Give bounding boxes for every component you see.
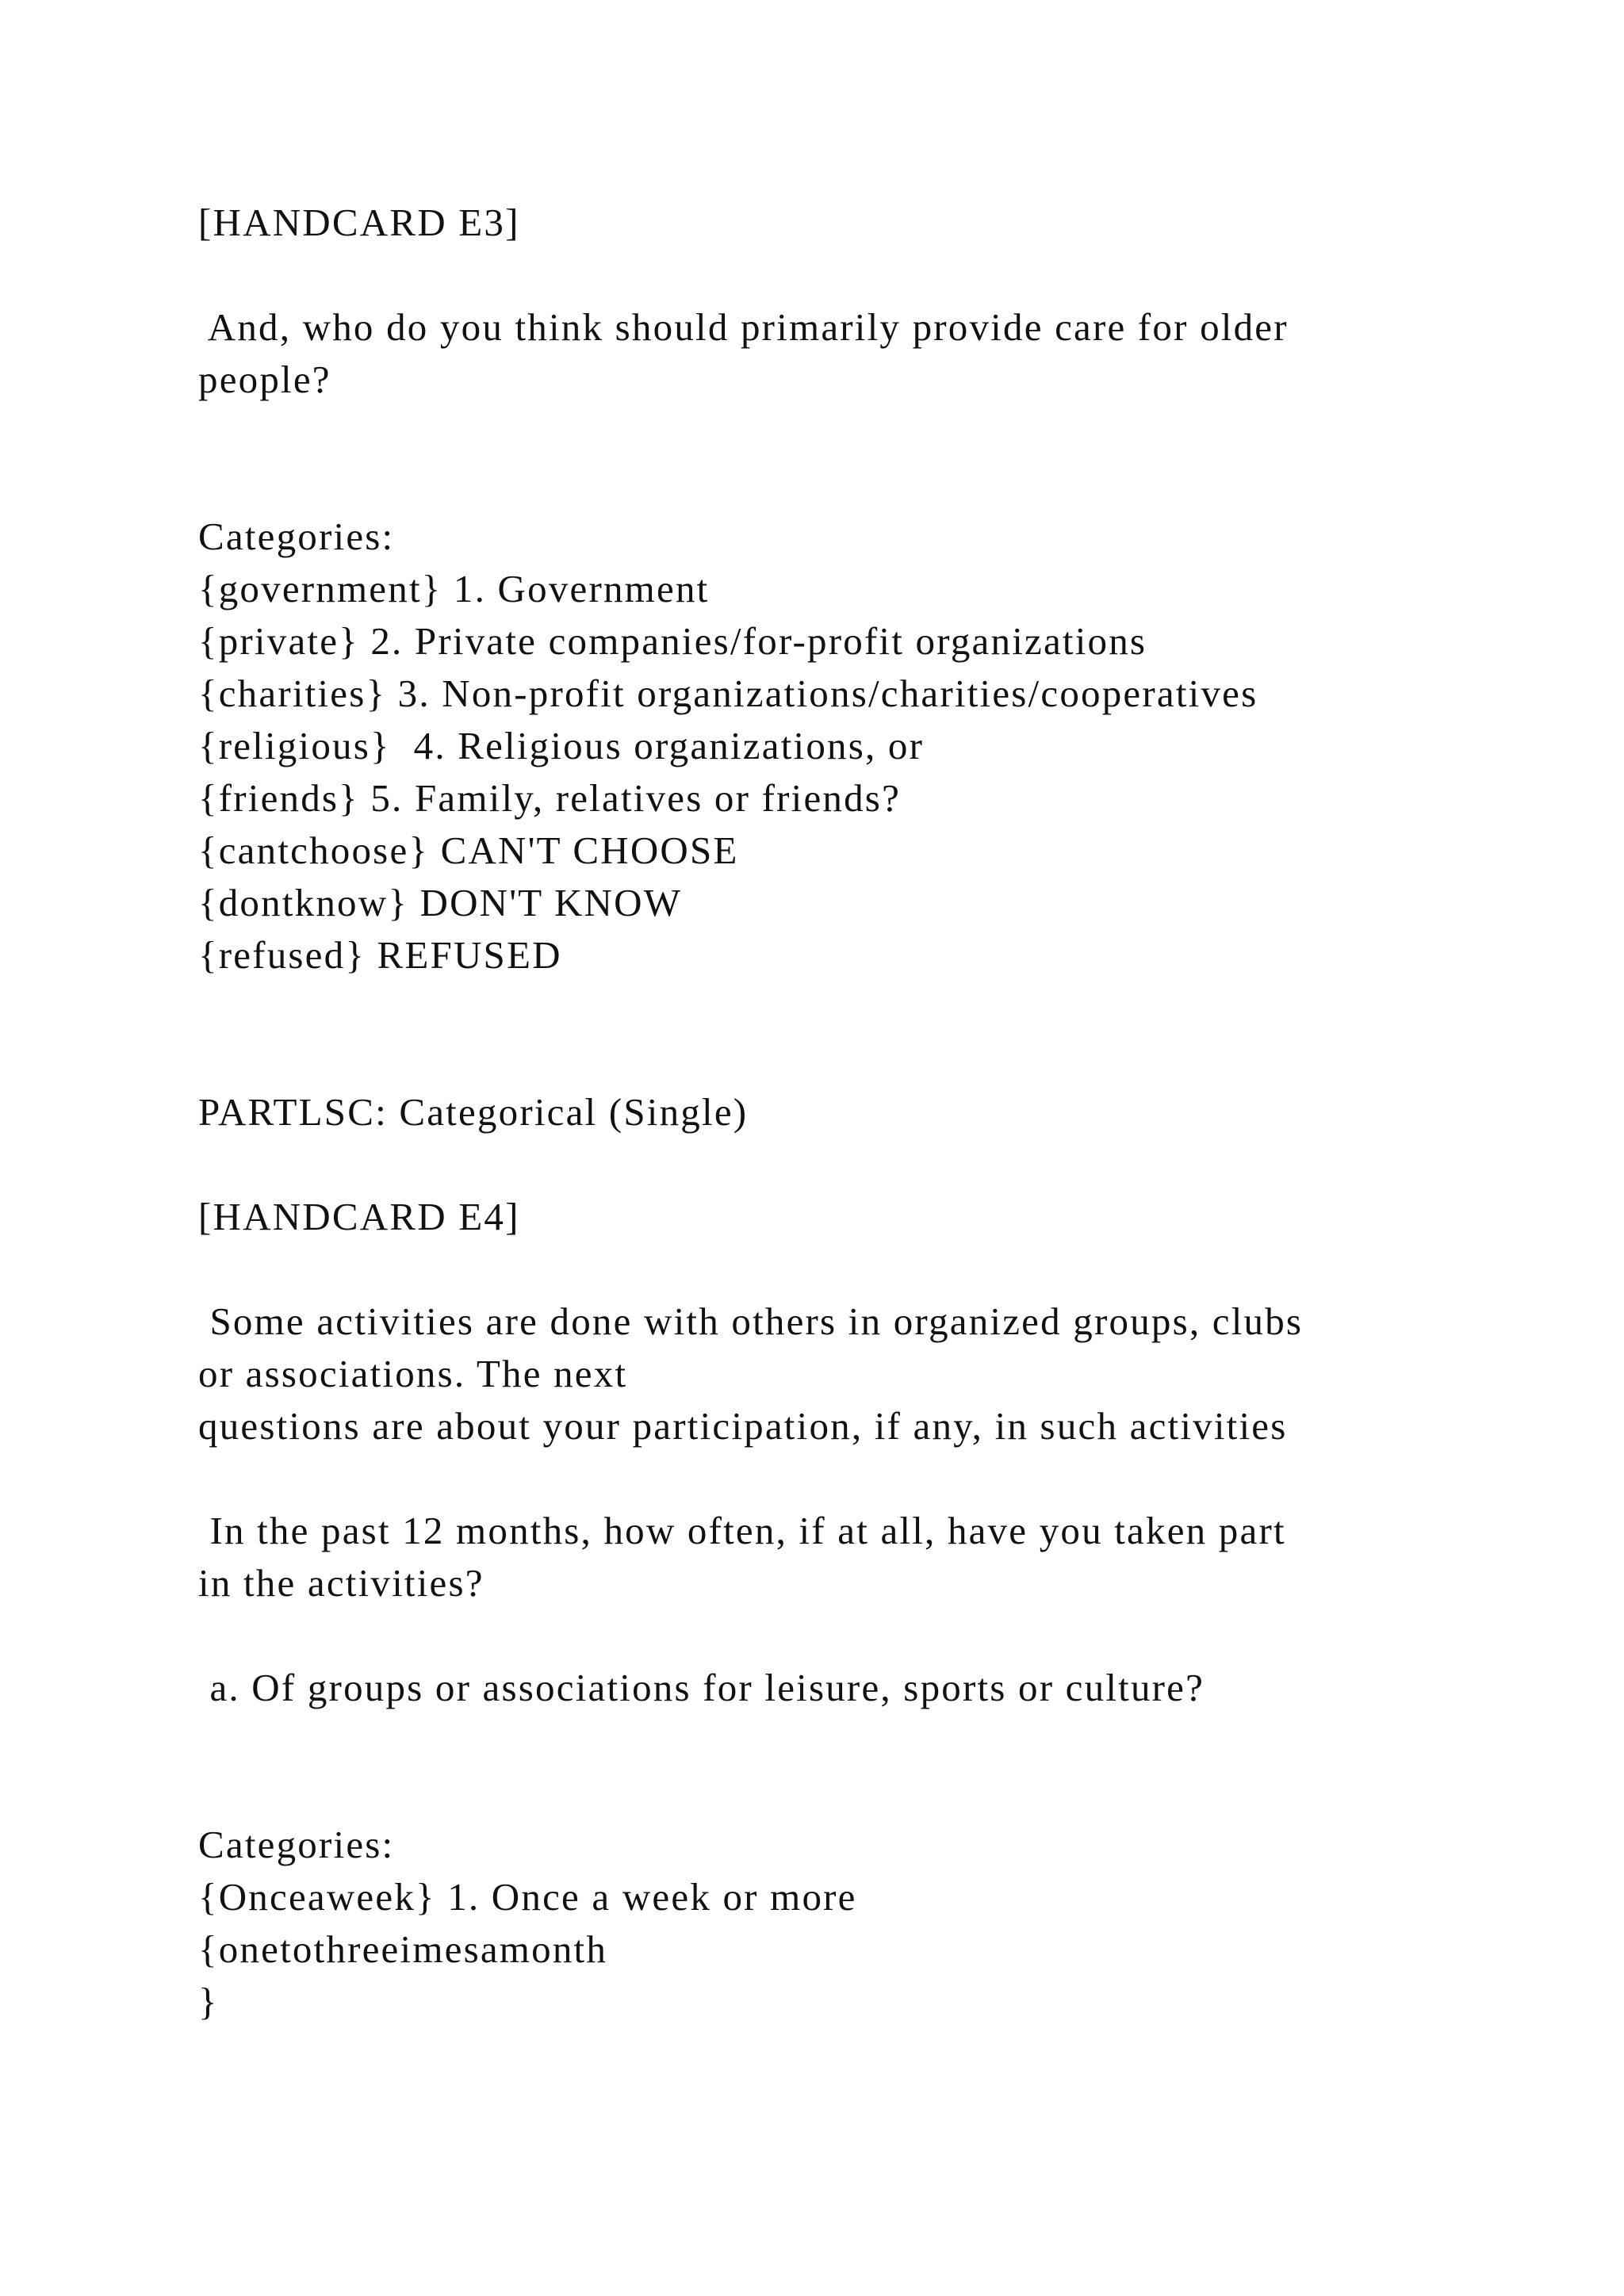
category-item: {private} 2. Private companies/for-profit organizations bbox=[198, 619, 1147, 663]
category-item: {charities} 3. Non-profit organizations/charities/cooperatives bbox=[198, 672, 1258, 715]
question-e3-line-2: people? bbox=[198, 358, 331, 401]
categories-heading: Categories: bbox=[198, 515, 395, 558]
spacer bbox=[198, 1452, 1515, 1505]
spacer bbox=[198, 1714, 1515, 1819]
handcard-e4-label: [HANDCARD E4] bbox=[198, 1195, 520, 1238]
category-item: {government} 1. Government bbox=[198, 567, 710, 610]
category-item: {friends} 5. Family, relatives or friends? bbox=[198, 776, 902, 820]
intro-line-3: questions are about your participation, if any, in such activities bbox=[198, 1404, 1288, 1448]
spacer bbox=[198, 249, 1515, 301]
handcard-e3-label: [HANDCARD E3] bbox=[198, 201, 520, 244]
category-item: {refused} REFUSED bbox=[198, 933, 562, 977]
intro-line-2: or associations. The next bbox=[198, 1352, 628, 1395]
document-body bbox=[198, 197, 1515, 2028]
spacer bbox=[198, 1609, 1515, 1662]
category-item: {religious} 4. Religious organizations, or bbox=[198, 724, 925, 767]
category-item: {onetothreeimesamonth bbox=[198, 1927, 608, 1971]
question-e4-line-1: In the past 12 months, how often, if at all, have you taken part bbox=[198, 1509, 1286, 1552]
spacer bbox=[198, 406, 1515, 511]
spacer bbox=[198, 1243, 1515, 1295]
question-e4-line-2: in the activities? bbox=[198, 1561, 485, 1605]
category-item: {cantchoose} CAN'T CHOOSE bbox=[198, 828, 739, 872]
question-item-a: a. Of groups or associations for leisure, sports or culture? bbox=[198, 1666, 1205, 1709]
category-item: {Onceaweek} 1. Once a week or more bbox=[198, 1875, 857, 1919]
intro-line-1: Some activities are done with others in organized groups, clubs bbox=[198, 1299, 1304, 1343]
variable-definition: PARTLSC: Categorical (Single) bbox=[198, 1090, 749, 1134]
categories-heading: Categories: bbox=[198, 1823, 395, 1866]
question-e3-line-1: And, who do you think should primarily provide care for older bbox=[198, 305, 1289, 349]
category-item: {dontknow} DON'T KNOW bbox=[198, 881, 683, 924]
spacer bbox=[198, 982, 1515, 1086]
spacer bbox=[198, 1138, 1515, 1191]
category-item: } bbox=[198, 1980, 219, 2023]
